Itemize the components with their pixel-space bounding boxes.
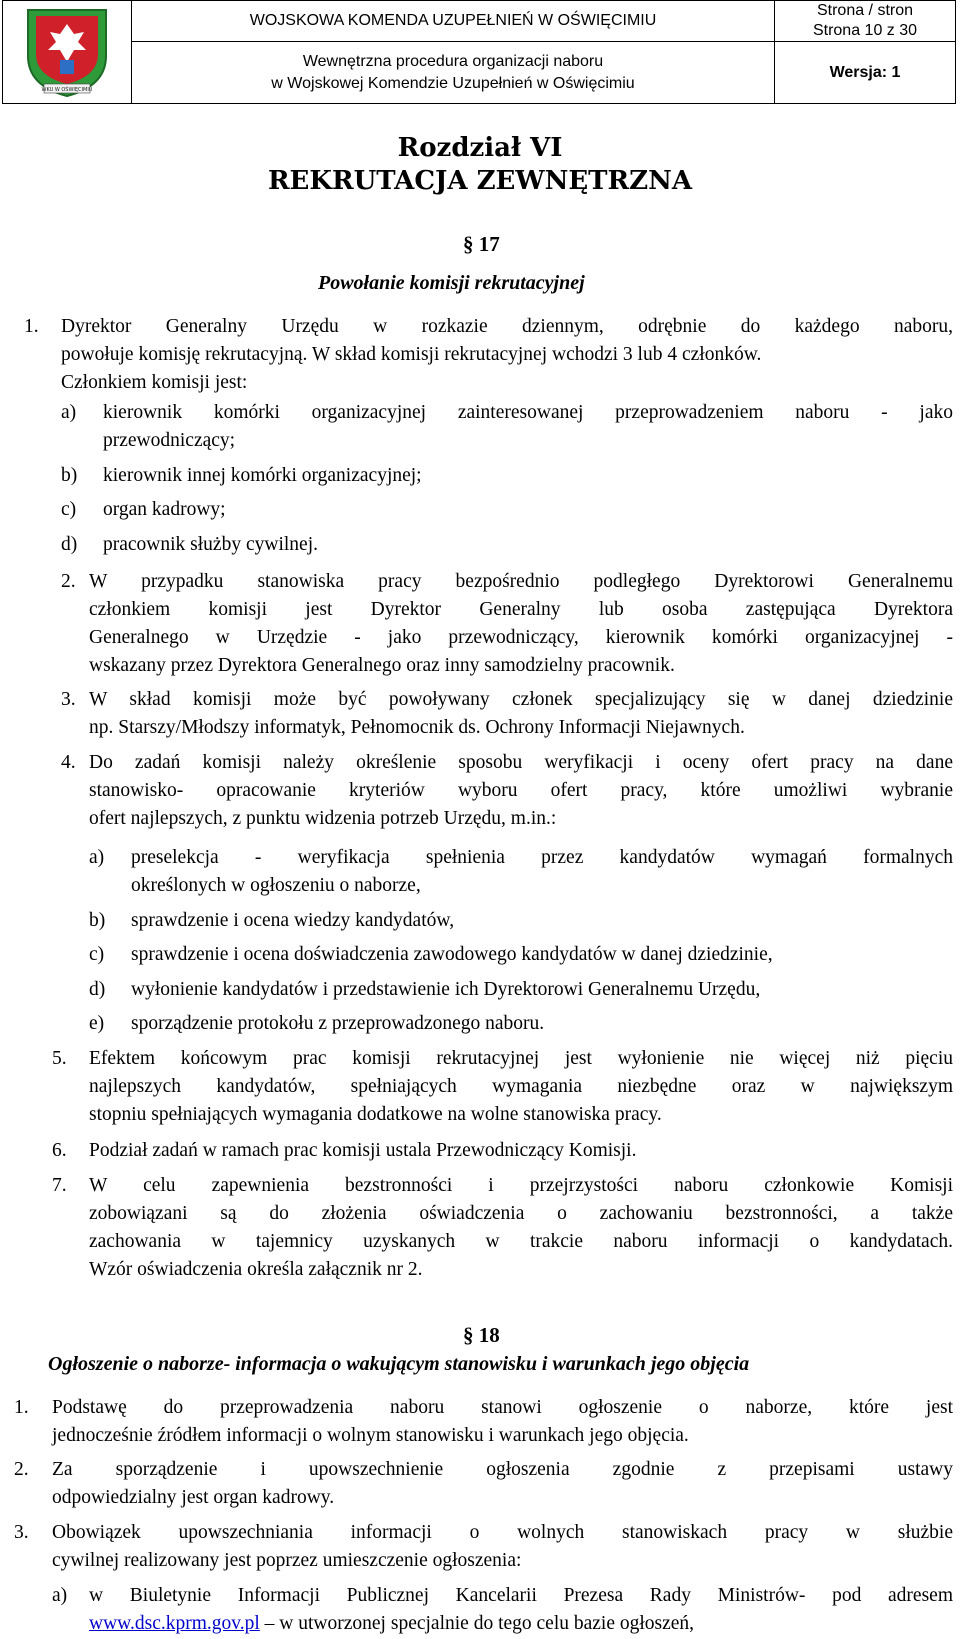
s18-p3-line2: cywilnej realizowany jest poprzez umieszczenie ogłoszenia: <box>52 1550 522 1571</box>
s18-p1-number: 1. <box>14 1397 29 1418</box>
s18-p3-number: 3. <box>14 1522 29 1543</box>
s17-p7-line1: W celu zapewnienia bezstronności i przejrzystości naboru członkowie Komisji <box>89 1175 953 1196</box>
s17-p2-line2: członkiem komisji jest Dyrektor Generalny lub osoba zastępująca Dyrektora <box>89 599 953 620</box>
logo-cell <box>3 1 132 103</box>
s17-p4-number: 4. <box>61 752 76 773</box>
section-18-number: § 18 <box>463 1323 500 1347</box>
s17-p7-line3: zachowania w tajemnicy uzyskanych w trakcie naboru informacji o kandydatach. <box>89 1231 953 1252</box>
s18-p3-a-label: a) <box>52 1585 68 1606</box>
s17-p2-number: 2. <box>61 571 76 592</box>
s17-p4-d-label: d) <box>89 979 106 1000</box>
s17-p4-e: sporządzenie protokołu z przeprowadzonego naboru. <box>131 1013 545 1034</box>
s17-p5-line1: Efektem końcowym prac komisji rekrutacyjnej jest wyłonienie nie więcej niż pięciu <box>89 1048 953 1069</box>
s17-p1-d-label: d) <box>61 534 78 555</box>
s17-p6-number: 6. <box>52 1140 67 1161</box>
s18-p1-line1: Podstawę do przeprowadzenia naboru stanowi ogłoszenie o naborze, które jest <box>52 1397 953 1418</box>
header-meta-cell <box>775 1 955 103</box>
chapter-subtitle: REKRUTACJA ZEWNĘTRZNA <box>267 166 693 196</box>
s17-p4-a-line2: określonych w ogłoszeniu o naborze, <box>131 875 421 896</box>
s17-p1-number: 1. <box>24 316 39 337</box>
s17-p4-a-line1: preselekcja - weryfikacja spełnienia przez kandydatów wymagań formalnych <box>131 847 953 868</box>
s17-p1-a-line2: przewodniczący; <box>103 430 236 451</box>
page-label: Strona / stron <box>816 2 914 19</box>
s17-p1-line1: Dyrektor Generalny Urzędu w rozkazie dziennym, odrębnie do każdego naboru, <box>61 316 953 337</box>
s17-p4-line1: Do zadań komisji należy określenie sposobu weryfikacji i oceny ofert pracy na dane <box>89 752 953 773</box>
s17-p2-line4: wskazany przez Dyrektora Generalnego oraz inny samodzielny pracownik. <box>89 655 675 676</box>
s18-p3-a-line2-text: – w utworzonej specjalnie do tego celu bazie ogłoszeń, <box>259 1613 695 1634</box>
s17-p1-c-label: c) <box>61 499 77 520</box>
s17-p2-line1: W przypadku stanowiska pracy bezpośrednio podległego Dyrektorowi Generalnemu <box>89 571 953 592</box>
s18-p3-a-line2 <box>89 1610 694 1638</box>
header-title-cell <box>132 1 775 103</box>
s17-p4-e-label: e) <box>89 1013 105 1034</box>
coat-of-arms-logo <box>22 6 112 98</box>
s17-p5-line3: stopniu spełniających wymagania dodatkowe na wolne stanowiska pracy. <box>89 1104 662 1125</box>
s17-p4-c: sprawdzenie i ocena doświadczenia zawodowego kandydatów w danej dziedzinie, <box>131 944 773 965</box>
s18-p2-line1: Za sporządzenie i upowszechnienie ogłoszenia zgodnie z przepisami ustawy <box>52 1459 953 1480</box>
s17-p1-d: pracownik służby cywilnej. <box>103 534 318 555</box>
s17-p4-b: sprawdzenie i ocena wiedzy kandydatów, <box>131 910 455 931</box>
s17-p1-b-label: b) <box>61 465 78 486</box>
s17-p7-line2: zobowiązani są do złożenia oświadczenia o zachowaniu bezstronności, a także <box>89 1203 953 1224</box>
s17-p1-b: kierownik innej komórki organizacyjnej; <box>103 465 422 486</box>
s17-p1-a-line1: kierownik komórki organizacyjnej zainteresowanej przeprowadzeniem naboru - jako <box>103 402 953 423</box>
s17-p1-line3: Członkiem komisji jest: <box>61 372 248 393</box>
procedure-title-line2: w Wojskowej Komendzie Uzupełnień w Oświęcimiu <box>271 74 635 92</box>
section-17-number: § 17 <box>463 232 500 256</box>
s17-p4-b-label: b) <box>89 910 106 931</box>
s17-p4-c-label: c) <box>89 944 105 965</box>
s17-p7-number: 7. <box>52 1175 67 1196</box>
s17-p3-line2: np. Starszy/Młodszy informatyk, Pełnomocnik ds. Ochrony Informacji Niejawnych. <box>89 717 745 738</box>
s17-p2-line3: Generalnego w Urzędzie - jako przewodniczący, kierownik komórki organizacyjnej - <box>89 627 953 648</box>
chapter-title: Rozdział VI <box>397 133 563 163</box>
s17-p5-number: 5. <box>52 1048 67 1069</box>
office-name: WOJSKOWA KOMENDA UZUPEŁNIEŃ W OŚWIĘCIMIU <box>132 1 774 42</box>
section-18-title: Ogłoszenie o naborze- informacja o wakującym stanowisku i warunkach jego objęcia <box>48 1353 750 1375</box>
kprm-link[interactable]: www.dsc.kprm.gov.pl <box>89 1613 260 1634</box>
s17-p1-c: organ kadrowy; <box>103 499 226 520</box>
s18-p3-line1: Obowiązek upowszechniania informacji o wolnych stanowiskach pracy w służbie <box>52 1522 953 1543</box>
page-info <box>775 1 955 42</box>
document-header <box>2 0 956 104</box>
page-number: Strona 10 z 30 <box>812 22 918 39</box>
s17-p4-line2: stanowisko- opracowanie kryteriów wyboru ofert pracy, które umożliwi wybranie <box>89 780 953 801</box>
logo-text: WKU W OŚWIĘCIMIU <box>41 87 93 93</box>
s18-p1-line2: jednocześnie źródłem informacji o wolnym stanowisku i warunkach jego objęcia. <box>52 1425 689 1446</box>
s17-p4-a-label: a) <box>89 847 105 868</box>
s17-p3-number: 3. <box>61 689 76 710</box>
s17-p1-line2: powołuje komisję rekrutacyjną. W skład komisji rekrutacyjnej wchodzi 3 lub 4 członków. <box>61 344 762 365</box>
section-17-title: Powołanie komisji rekrutacyjnej <box>318 272 585 294</box>
procedure-title <box>132 42 774 103</box>
version-label: Wersja: 1 <box>829 63 901 81</box>
procedure-title-line1: Wewnętrzna procedura organizacji naboru <box>302 52 604 70</box>
s17-p6: Podział zadań w ramach prac komisji ustala Przewodniczący Komisji. <box>89 1140 637 1161</box>
s17-p7-line4: Wzór oświadczenia określa załącznik nr 2. <box>89 1259 423 1280</box>
s18-p2-number: 2. <box>14 1459 29 1480</box>
s18-p2-line2: odpowiedzialny jest organ kadrowy. <box>52 1487 335 1508</box>
s17-p4-d: wyłonienie kandydatów i przedstawienie ich Dyrektorowi Generalnemu Urzędu, <box>131 979 761 1000</box>
s17-p1-a-label: a) <box>61 402 77 423</box>
s17-p5-line2: najlepszych kandydatów, spełniających wymagania niezbędne oraz w największym <box>89 1076 953 1097</box>
s18-p3-a-line1: w Biuletynie Informacji Publicznej Kancelarii Prezesa Rady Ministrów- pod adresem <box>89 1585 953 1606</box>
s17-p4-line3: ofert najlepszych, z punktu widzenia potrzeb Urzędu, m.in.: <box>89 808 557 829</box>
s17-p3-line1: W skład komisji może być powoływany członek specjalizujący się w danej dziedzinie <box>89 689 953 710</box>
